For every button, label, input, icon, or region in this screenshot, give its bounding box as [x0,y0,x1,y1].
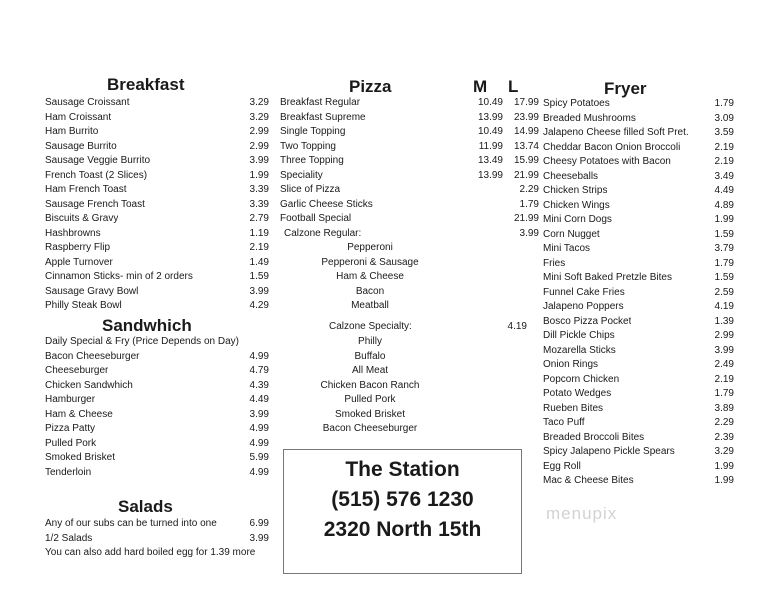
item-price-m: 13.99 [477,111,503,123]
menu-item [543,213,734,228]
item-name: Three Topping [280,155,344,166]
item-name: Cheddar Bacon Onion Broccoli [543,141,681,153]
calzone-option: Philly [358,336,382,347]
item-price: 3.89 [714,402,734,414]
item-price: 3.39 [249,198,269,210]
menu-item [45,393,269,408]
menu-item [45,408,269,423]
item-name: Breakfast Regular [280,97,361,108]
item-name: Cheeseburger [45,365,109,376]
item-name: Bacon Cheeseburger [45,350,140,362]
item-name: Chicken Sandwhich [45,379,133,391]
item-price: 3.99 [249,408,269,420]
item-name: Mini Tacos [543,243,591,254]
menu-item [543,460,734,475]
item-price: 1.19 [249,227,269,239]
menu-item [543,445,734,460]
calzone-option: Bacon [355,285,385,297]
calzone-option: Ham & Cheese [336,271,404,282]
item-price: 2.59 [714,286,734,298]
menu-item [543,329,734,344]
item-price: 1.59 [249,271,269,282]
item-name: Sausage Veggie Burrito [45,155,151,166]
item-price-l: 23.99 [513,111,539,123]
item-name: Onion Rings [543,359,599,370]
menu-item [543,199,734,214]
item-name: Apple Turnover [45,256,113,268]
item-price: 1.99 [714,214,734,225]
sandwich-title: Sandwhich [102,316,192,335]
breakfast-list [45,96,269,314]
pizza-col-m: M [473,77,488,96]
item-price: 3.99 [714,344,734,356]
menu-item [543,387,734,402]
item-name: Raspberry Flip [45,242,111,253]
item-price-l: 1.79 [519,198,539,210]
item-price: 3.29 [714,446,734,457]
item-price: 1.39 [714,315,734,327]
pizza-title: Pizza [349,77,392,96]
item-price-l: 13.74 [513,140,539,152]
item-price: 6.99 [249,518,269,529]
item-price: 4.99 [249,466,269,478]
sandwich-list [45,350,269,481]
calzone-option: Buffalo [354,350,386,362]
menu-item [45,270,269,285]
item-price: 5.99 [249,452,269,463]
menu-item [543,286,734,301]
pizza-item [280,154,539,169]
menu-item [45,350,269,365]
menu-item [45,285,269,300]
menu-item [543,431,734,446]
menu-item [543,170,734,185]
item-price: 2.19 [249,242,269,253]
item-price: 2.99 [249,140,269,152]
item-price: 1.99 [714,460,734,472]
station-phone: (515) 576 1230 [331,488,474,511]
menu-item [45,466,269,481]
item-name: Sausage Croissant [45,97,130,108]
menu-item [45,379,269,394]
menu-item [543,112,734,127]
item-name: Speciality [280,169,323,181]
item-price-m: 10.49 [477,126,503,137]
item-name: Breaded Broccoli Bites [543,431,645,443]
item-price: 2.99 [714,330,734,341]
calzone-option: Pepperoni & Sausage [321,256,419,268]
item-price-m: 11.99 [478,140,503,152]
menu-item [45,212,269,227]
item-name: Ham & Cheese [45,408,113,420]
item-name: Garlic Cheese Sticks [280,198,373,210]
item-price-m: 13.99 [477,169,503,181]
breakfast-title: Breakfast [107,75,185,94]
item-name: Mini Soft Baked Pretzle Bites [543,272,672,283]
menu-item [45,111,269,126]
item-price-m [463,212,503,227]
item-name: Slice of Pizza [280,184,341,195]
menu-item [45,154,269,169]
salads-note-text: You can also add hard boiled egg for 1.39 more [45,547,256,558]
item-name: Corn Nugget [543,228,600,240]
watermark: menupix [546,504,618,523]
pizza-item [280,140,539,155]
item-name: Tenderloin [45,466,92,478]
item-name: Mac & Cheese Bites [543,475,634,486]
menu-item [45,183,269,198]
item-price: 3.29 [249,111,269,123]
item-name: Any of our subs can be turned into one [45,518,217,529]
menu-item [543,373,734,388]
item-name: Egg Roll [543,460,581,472]
item-name: Sausage French Toast [45,198,145,210]
menu-item [45,532,269,547]
item-price: 2.39 [714,431,734,443]
calzone-option: Meatball [351,300,389,311]
pizza-item [280,212,539,227]
menu-item [45,517,269,532]
menu-item [45,364,269,379]
item-name: Jalapeno Cheese filled Soft Pret. [543,127,689,138]
item-price: 4.19 [714,301,734,312]
calzone-option: Smoked Brisket [334,408,406,420]
menu-item [45,198,269,213]
item-name: Pulled Pork [45,437,97,449]
menu-item [543,242,734,257]
item-price: 4.29 [249,300,269,311]
item-price: 2.99 [249,126,269,137]
menu-item [45,140,269,155]
item-price: 1.49 [249,256,269,268]
item-price: 1.79 [714,388,734,399]
pizza-item [280,198,539,213]
pizza-item [280,125,539,140]
salads-title: Salads [118,497,173,516]
item-name: Single Topping [280,126,346,137]
calzone-option: Pepperoni [347,242,393,253]
item-price: 3.29 [249,97,269,108]
item-name: Cheesy Potatoes with Bacon [543,156,671,167]
item-price: 3.09 [714,112,734,124]
menu-item [543,300,734,315]
menu-item [45,422,269,437]
salads-note [45,546,285,561]
menu-item [543,257,734,272]
menu-item [543,416,734,431]
fryer-list [543,97,734,489]
item-price: 4.49 [249,394,269,405]
item-price: 3.79 [714,243,734,254]
item-name: Rueben Bites [543,402,604,414]
pizza-list [280,96,539,227]
item-price: 3.99 [249,532,269,544]
item-price: 3.59 [714,127,734,138]
item-name: Taco Puff [543,417,585,428]
menu-item [543,474,734,489]
item-price: 1.79 [714,98,734,109]
station-address: 2320 North 15th [323,518,482,541]
menu-item [45,299,269,314]
calzone-regular-price: 3.99 [519,228,539,239]
item-name: Mozarella Sticks [543,344,616,356]
item-price-l: 21.99 [513,169,539,181]
menu-item [543,97,734,112]
item-price: 2.79 [249,213,269,224]
item-name: Smoked Brisket [45,452,116,463]
calzone-regular-label: Calzone Regular: [284,228,362,239]
calzone-option: Bacon Cheeseburger [322,423,418,434]
menu-item [45,451,269,466]
item-name: Mini Corn Dogs [543,214,612,225]
item-name: Hashbrowns [45,227,101,239]
item-price-l: 14.99 [513,126,539,137]
item-name: Jalapeno Poppers [543,301,624,312]
pizza-item [280,183,539,198]
item-name: Hamburger [45,394,96,405]
item-price: 2.19 [714,373,734,385]
item-name: 1/2 Salads [45,532,93,544]
calzone-specialty-row [329,320,527,335]
item-name: French Toast (2 Slices) [45,169,148,181]
item-name: Chicken Strips [543,185,608,196]
calzone-regular-row [284,227,539,242]
item-name: Philly Steak Bowl [45,300,122,311]
item-name: Potato Wedges [543,388,612,399]
item-name: Cheeseballs [543,170,599,182]
menu-item [543,141,734,156]
item-price-l: 17.99 [513,97,539,108]
item-price: 4.79 [249,365,269,376]
item-price: 1.99 [714,475,734,486]
item-price: 3.49 [714,170,734,182]
calzone-specialty-options [300,335,440,437]
menu-item [45,241,269,256]
calzone-option: Chicken Bacon Ranch [320,379,420,391]
item-name: Cinnamon Sticks- min of 2 orders [45,271,193,282]
item-price-m [463,183,503,198]
menu-item [543,155,734,170]
item-name: Funnel Cake Fries [543,286,625,298]
item-price: 3.39 [249,184,269,195]
item-price: 2.29 [714,417,734,428]
menu-item [543,344,734,359]
item-price-m: 10.49 [477,97,503,108]
calzone-option: All Meat [351,365,389,376]
item-price: 3.99 [249,285,269,297]
item-price-l: 21.99 [513,213,539,224]
item-price: 1.99 [249,169,269,181]
calzone-option: Pulled Pork [344,394,396,405]
item-name: Biscuits & Gravy [45,213,119,224]
menu-item [543,358,734,373]
calzone-regular-options [300,241,440,314]
item-price: 2.19 [714,156,734,167]
menu-item [45,169,269,184]
item-price: 1.59 [714,272,734,283]
item-name: Pizza Patty [45,423,96,434]
station-name: The Station [345,458,460,481]
pizza-item [280,169,539,184]
item-price: 4.99 [249,350,269,362]
sandwich-note-text: Daily Special & Fry (Price Depends on Day) [45,336,239,347]
item-name: Spicy Potatoes [543,98,610,109]
item-name: Dill Pickle Chips [543,330,615,341]
item-price: 4.39 [249,379,269,391]
item-price: 1.79 [714,257,734,269]
item-name: Two Topping [280,140,336,152]
item-name: Breaded Mushrooms [543,112,636,124]
item-name: Chicken Wings [543,199,610,211]
menu-item [543,184,734,199]
item-price: 2.49 [714,359,734,370]
sandwich-note [45,335,269,350]
menu-item [543,315,734,330]
item-name: Popcorn Chicken [543,373,620,385]
item-name: Ham Burrito [45,126,99,137]
menu-item [45,125,269,140]
pizza-col-l: L [508,77,519,96]
item-name: Ham Croissant [45,111,112,123]
item-name: Sausage Burrito [45,140,117,152]
calzone-specialty-price: 4.19 [507,321,527,332]
menu-item [45,227,269,242]
item-name: Spicy Jalapeno Pickle Spears [543,446,675,457]
item-price: 4.89 [714,199,734,211]
item-price-l: 15.99 [513,155,539,166]
item-name: Fries [543,257,566,269]
menu-item [45,437,269,452]
item-name: Football Special [280,213,352,224]
calzone-specialty-label: Calzone Specialty: [329,321,412,332]
item-price-m: 13.49 [477,155,503,166]
item-name: Bosco Pizza Pocket [543,315,632,327]
item-price-l: 2.29 [519,184,539,195]
menu-item [543,271,734,286]
item-name: Ham French Toast [45,184,127,195]
item-price: 4.99 [249,423,269,434]
menu-item [543,228,734,243]
item-price: 3.99 [249,155,269,166]
pizza-item [280,111,539,126]
item-price: 1.59 [714,228,734,240]
menu-item [45,256,269,271]
item-name: Breakfast Supreme [280,111,366,123]
item-price: 4.99 [249,437,269,449]
pizza-item [280,96,539,111]
salads-list [45,517,269,546]
item-price-m [463,198,503,213]
item-price: 4.49 [714,185,734,196]
fryer-title: Fryer [604,79,647,98]
menu-item [543,402,734,417]
menu-item [45,96,269,111]
item-name: Sausage Gravy Bowl [45,285,139,297]
item-price: 2.19 [714,141,734,153]
station-info-box [283,449,522,574]
menu-item [543,126,734,141]
